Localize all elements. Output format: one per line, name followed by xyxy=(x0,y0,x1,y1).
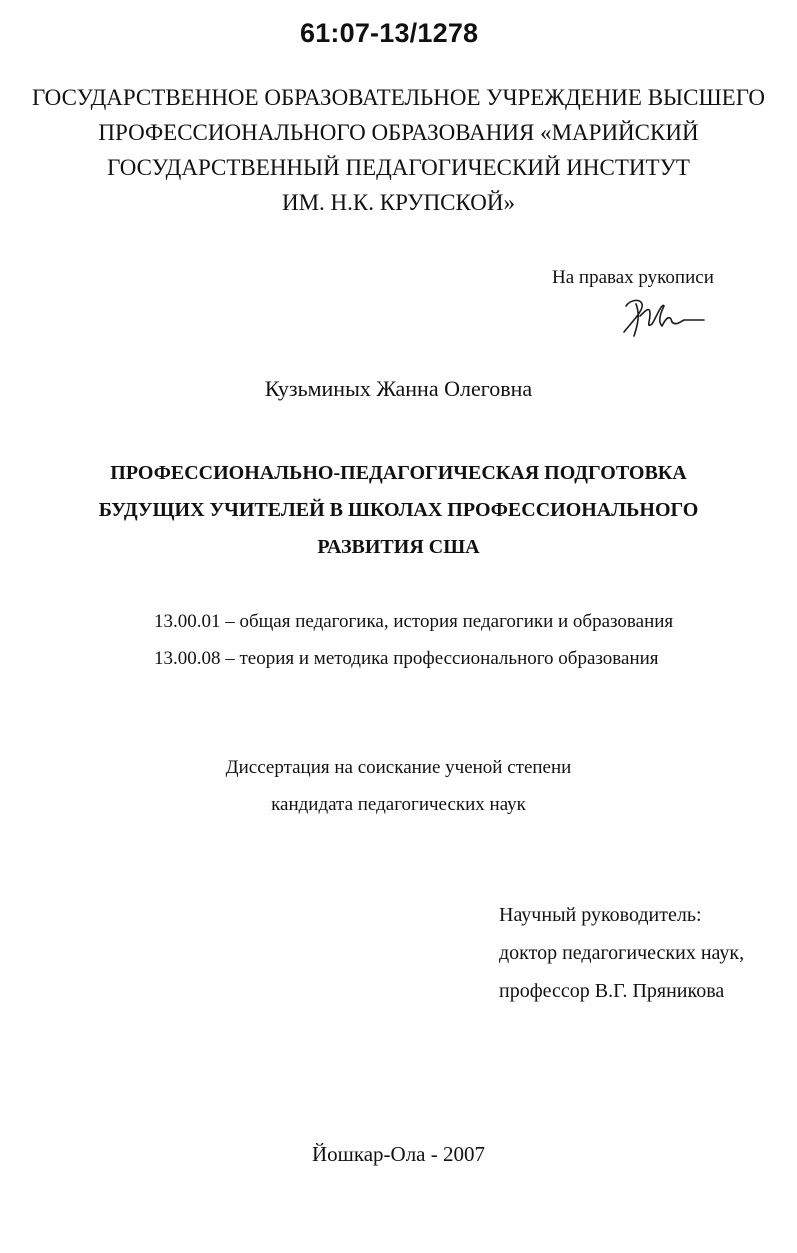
degree-statement xyxy=(0,749,797,823)
advisor-line: доктор педагогических наук, xyxy=(499,942,745,964)
dissertation-title xyxy=(0,455,797,566)
title-line: ПРОФЕССИОНАЛЬНО-ПЕДАГОГИЧЕСКАЯ ПОДГОТОВКА xyxy=(110,462,687,484)
institution-line: ИМ. Н.К. КРУПСКОЙ» xyxy=(281,190,516,215)
title-line: РАЗВИТИЯ США xyxy=(317,536,480,558)
specialty-item: 13.00.01 – общая педагогика, история педагогики и образования xyxy=(154,611,674,632)
author-signature xyxy=(618,292,708,342)
scientific-advisor xyxy=(499,896,744,1010)
institution-line: ГОСУДАРСТВЕННЫЙ ПЕДАГОГИЧЕСКИЙ ИНСТИТУТ xyxy=(107,155,690,180)
advisor-line: профессор В.Г. Пряникова xyxy=(499,980,725,1002)
city-year: Йошкар-Ола - 2007 xyxy=(312,1142,485,1166)
advisor-line: Научный руководитель: xyxy=(499,904,702,926)
degree-line: кандидата педагогических наук xyxy=(271,794,526,815)
institution-name xyxy=(0,80,797,220)
registration-code: 61:07-13/1278 xyxy=(300,18,479,48)
specialty-codes xyxy=(154,603,673,677)
manuscript-rights: На правах рукописи xyxy=(552,267,714,288)
title-line: БУДУЩИХ УЧИТЕЛЕЙ В ШКОЛАХ ПРОФЕССИОНАЛЬНОГО xyxy=(98,499,699,521)
institution-line: ПРОФЕССИОНАЛЬНОГО ОБРАЗОВАНИЯ «МАРИЙСКИЙ xyxy=(98,120,699,145)
degree-line: Диссертация на соискание ученой степени xyxy=(225,757,572,778)
author-name: Кузьминых Жанна Олеговна xyxy=(264,376,533,401)
institution-line: ГОСУДАРСТВЕННОЕ ОБРАЗОВАТЕЛЬНОЕ УЧРЕЖДЕНИЕ ВЫСШЕГО xyxy=(31,85,766,110)
specialty-item: 13.00.08 – теория и методика профессионального образования xyxy=(154,648,659,669)
